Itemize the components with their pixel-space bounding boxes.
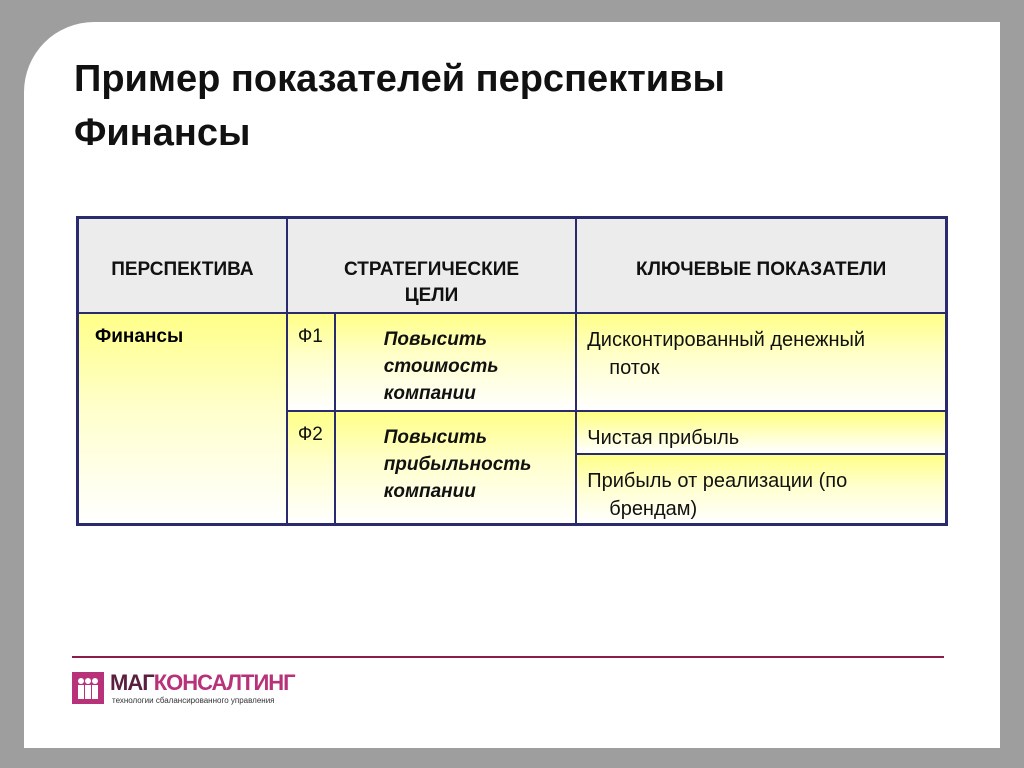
indicator-sales-profit: Прибыль от реализации (по брендам): [576, 454, 946, 525]
perspective-cell: Финансы: [78, 313, 287, 525]
goal-f2: Повысить прибыльность компании: [335, 411, 577, 524]
indicator-discounted-cash-flow: Дисконтированный денежный поток: [576, 313, 946, 412]
header-strategic-goals: СТРАТЕГИЧЕСКИЕ ЦЕЛИ: [287, 218, 576, 313]
footer-divider: [72, 656, 944, 658]
header-perspective: ПЕРСПЕКТИВА: [78, 218, 287, 313]
page-title: [74, 52, 914, 160]
header-key-indicators: КЛЮЧЕВЫЕ ПОКАЗАТЕЛИ: [576, 218, 946, 313]
title-line-1: Пример показателей перспективы: [74, 58, 725, 100]
table-row: [78, 313, 947, 412]
logo-tagline: технологии сбалансированного управления: [112, 696, 275, 705]
company-logo: [72, 668, 332, 708]
goal-code-f2: Ф2: [287, 411, 335, 524]
indicator-net-profit: Чистая прибыль: [576, 411, 946, 453]
indicators-table: [76, 216, 948, 526]
table-header-row: [78, 218, 947, 313]
goal-f1: Повысить стоимость компании: [335, 313, 577, 412]
goal-code-f1: Ф1: [287, 313, 335, 412]
title-line-2: Финансы: [74, 112, 251, 154]
logo-text: МАГКОНСАЛТИНГ: [110, 670, 295, 695]
logo-icon: [72, 672, 104, 704]
